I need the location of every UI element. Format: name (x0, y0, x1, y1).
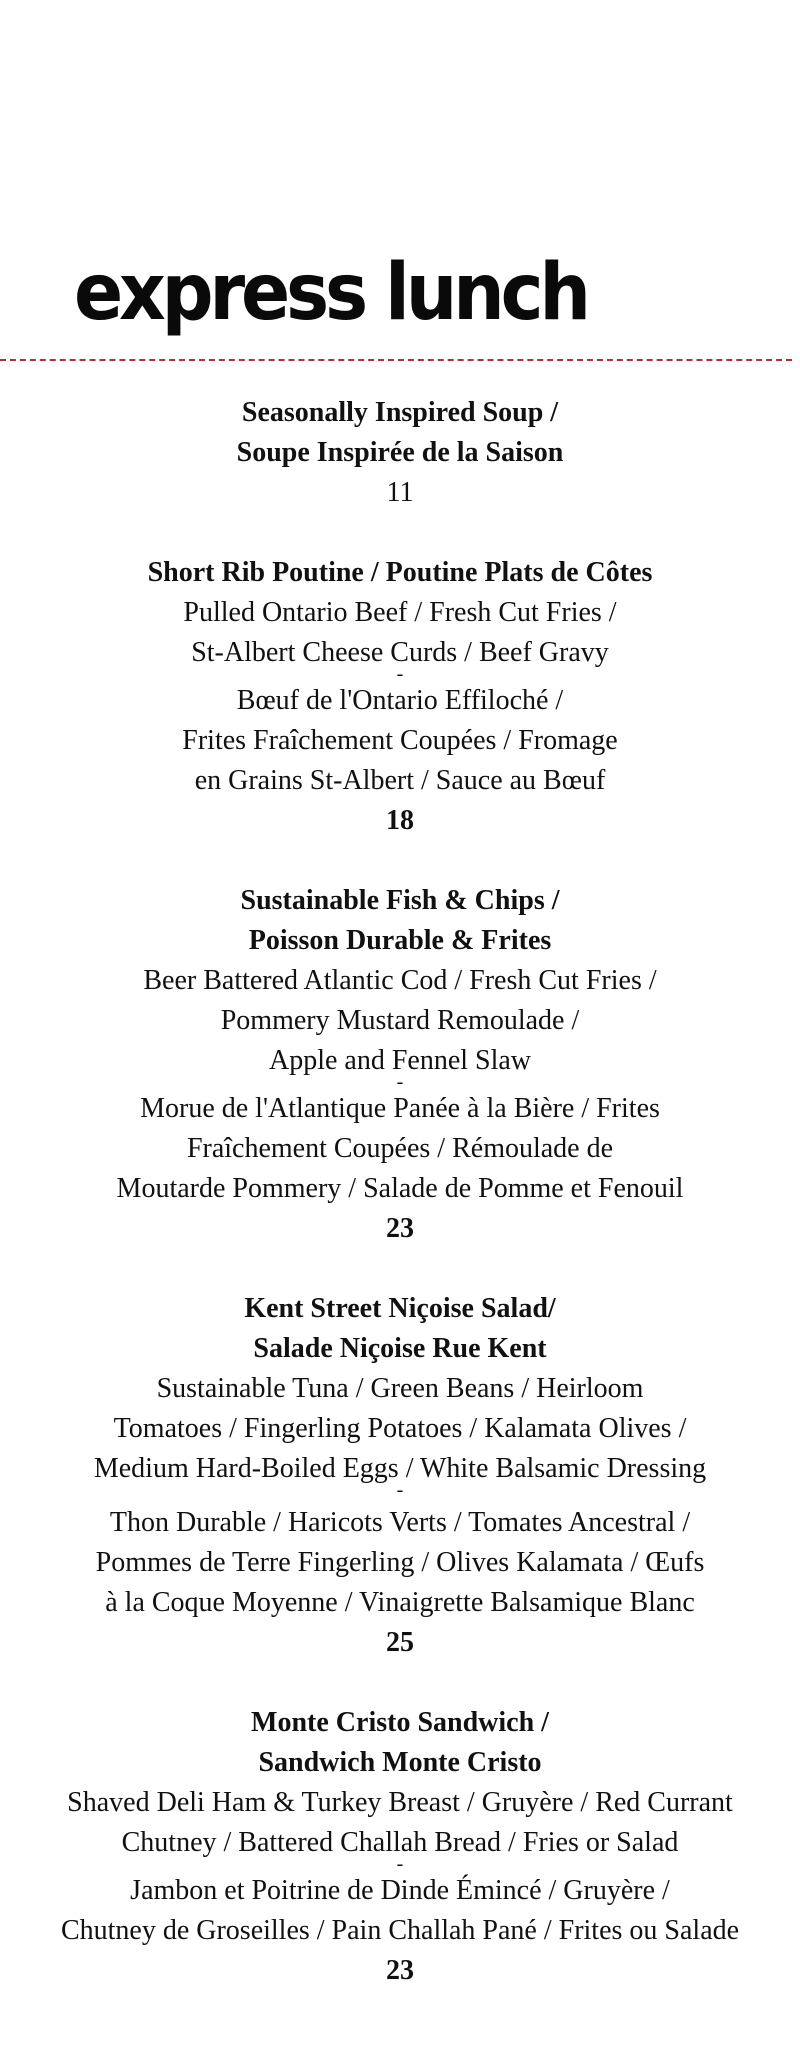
item-title-fr: Poisson Durable & Frites (248, 925, 552, 956)
item-title (0, 1703, 800, 1783)
item-description-fr (0, 681, 800, 801)
item-title-en: Seasonally Inspired Soup / (241, 397, 559, 428)
item-price: 23 (386, 1955, 414, 1986)
item-title-en: Short Rib Poutine / Poutine Plats de Côtes (147, 557, 653, 588)
menu-item-fish-and-chips (0, 881, 800, 1249)
desc-line: Tomatoes / Fingerling Potatoes / Kalamata Olives / (113, 1413, 687, 1444)
menu-item-monte-cristo (0, 1703, 800, 1991)
item-description-en (0, 1369, 800, 1489)
item-title (0, 553, 800, 593)
desc-line: Jambon et Poitrine de Dinde Émincé / Gruyère / (130, 1875, 670, 1906)
language-separator: - (396, 1071, 404, 1093)
desc-line: Beer Battered Atlantic Cod / Fresh Cut Fries / (143, 965, 657, 996)
item-title-fr: Soupe Inspirée de la Saison (236, 437, 564, 468)
item-title-en: Sustainable Fish & Chips / (240, 885, 560, 916)
desc-line: Pommery Mustard Remoulade / (220, 1005, 580, 1036)
desc-line: en Grains St-Albert / Sauce au Bœuf (194, 765, 606, 796)
desc-line: Bœuf de l'Ontario Effiloché / (236, 685, 564, 716)
item-title (0, 393, 800, 473)
item-title (0, 1289, 800, 1369)
desc-line: Shaved Deli Ham & Turkey Breast / Gruyère / Red Currant (67, 1787, 733, 1818)
desc-line: Medium Hard-Boiled Eggs / White Balsamic Dressing (93, 1453, 707, 1484)
language-separator: - (396, 1479, 404, 1501)
desc-line: Chutney / Battered Challah Bread / Fries or Salad (121, 1827, 679, 1858)
item-description-fr (0, 1089, 800, 1209)
item-price: 23 (386, 1213, 414, 1244)
item-price: 25 (386, 1627, 414, 1658)
desc-line: Fraîchement Coupées / Rémoulade de (186, 1133, 614, 1164)
item-title-fr: Sandwich Monte Cristo (258, 1747, 542, 1778)
item-title (0, 881, 800, 961)
page-title: express lunch (74, 248, 587, 338)
item-description-en (0, 1783, 800, 1863)
item-title-en: Monte Cristo Sandwich / (251, 1707, 549, 1738)
menu-item-nicoise-salad (0, 1289, 800, 1663)
menu-item-poutine (0, 553, 800, 841)
desc-line: Thon Durable / Haricots Verts / Tomates Ancestral / (109, 1507, 691, 1538)
desc-line: St-Albert Cheese Curds / Beef Gravy (191, 637, 609, 668)
item-description-fr (0, 1871, 800, 1951)
menu-list (0, 393, 800, 2031)
desc-line: Chutney de Groseilles / Pain Challah Pané / Frites ou Salade (60, 1915, 740, 1946)
desc-line: à la Coque Moyenne / Vinaigrette Balsamique Blanc (105, 1587, 695, 1618)
item-title-fr: Salade Niçoise Rue Kent (253, 1333, 547, 1364)
desc-line: Morue de l'Atlantique Panée à la Bière / Frites (140, 1093, 660, 1124)
item-price: 18 (386, 805, 414, 836)
item-title-en: Kent Street Niçoise Salad/ (244, 1293, 556, 1324)
item-description-fr (0, 1503, 800, 1623)
desc-line: Moutarde Pommery / Salade de Pomme et Fenouil (116, 1173, 684, 1204)
desc-line: Pulled Ontario Beef / Fresh Cut Fries / (183, 597, 617, 628)
menu-item-soup (0, 393, 800, 513)
language-separator: - (396, 1853, 404, 1875)
dashed-divider (0, 359, 792, 361)
desc-line: Sustainable Tuna / Green Beans / Heirloom (156, 1373, 644, 1404)
desc-line: Frites Fraîchement Coupées / Fromage (182, 725, 618, 756)
item-price: 11 (386, 477, 414, 508)
desc-line: Apple and Fennel Slaw (268, 1045, 532, 1076)
desc-line: Pommes de Terre Fingerling / Olives Kalamata / Œufs (95, 1547, 705, 1578)
item-description-en (0, 593, 800, 673)
language-separator: - (396, 663, 404, 685)
item-description-en (0, 961, 800, 1081)
